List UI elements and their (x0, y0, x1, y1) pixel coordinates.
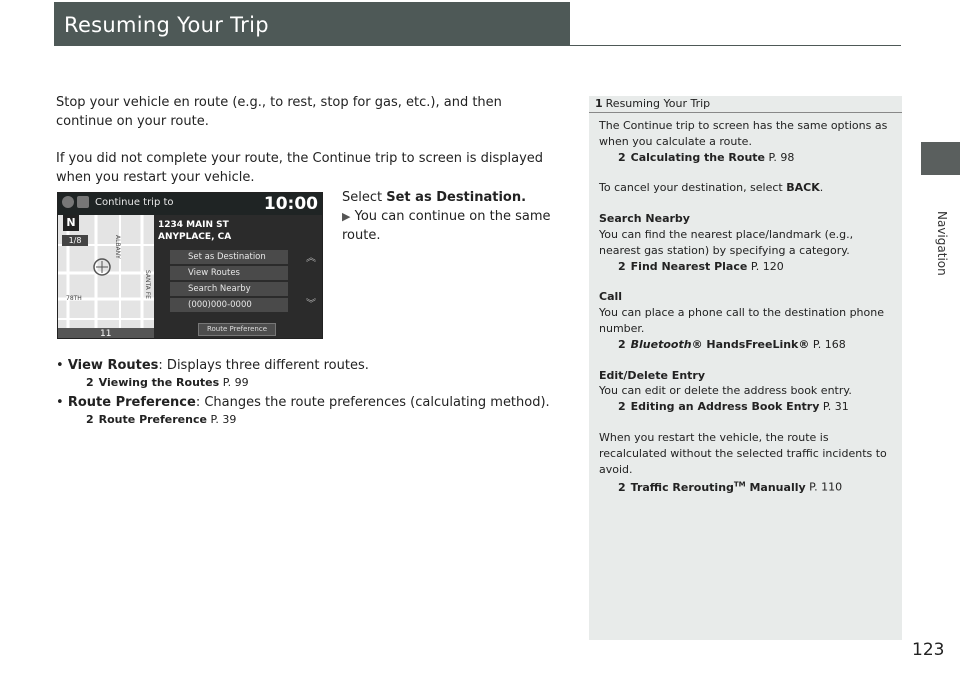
note-restart (599, 430, 894, 496)
map-area (58, 215, 154, 339)
note-intro-text: The Continue trip to screen has the same options as when you calculate a route. (599, 119, 888, 148)
reference-icon: 2 (618, 337, 626, 351)
reference-title: Editing an Address Book Entry (630, 400, 820, 414)
side-note-panel (589, 96, 902, 640)
note-restart-text: When you restart the vehicle, the route is recalculated without the selected traffic incidents to avoid. (599, 430, 887, 476)
section-tab (921, 142, 960, 175)
bullet-text: : Changes the route preferences (calculating method). (195, 395, 550, 410)
result-arrow-icon: ▶ (342, 210, 351, 223)
reference-page: P. 168 (812, 337, 846, 351)
trademark-mark: TM (733, 480, 746, 489)
continue-paragraph: If you did not complete your route, the Continue trip to screen is displayed when you restart your vehicle. (56, 151, 544, 185)
note-cancel-key: BACK (786, 181, 820, 195)
note-section-text: You can edit or delete the address book entry. (599, 384, 852, 398)
reference-page: P. 98 (768, 150, 795, 164)
note-cancel-text: To cancel your destination, select (599, 181, 787, 195)
reference-page: P. 110 (809, 481, 843, 494)
reference-title-suffix: Manually (745, 481, 806, 494)
reference-title: Traffic Rerouting (630, 481, 734, 494)
nav-clock: 10:00 (263, 194, 318, 214)
cross-reference[interactable] (599, 259, 894, 275)
note-title: Resuming Your Trip (605, 97, 711, 110)
street-label: ALBANY (114, 235, 121, 259)
nav-header-title: Continue trip to (95, 197, 174, 208)
reference-icon: 2 (86, 413, 94, 426)
instruction-result (342, 207, 552, 245)
reference-icon: 2 (86, 376, 94, 389)
intro-paragraph: Stop your vehicle en route (e.g., to rest, stop for gas, etc.), and then continue on your route. (56, 95, 502, 129)
cross-reference[interactable] (86, 412, 236, 428)
distance-readout: 11 (100, 329, 112, 339)
bullet-term: Route Preference (67, 395, 196, 410)
street-label: 78TH (66, 295, 82, 302)
scroll-up-icon[interactable]: ︽ (306, 253, 316, 264)
reference-page: P. 39 (210, 413, 237, 426)
note-section-text: You can find the nearest place/landmark (e.g., nearest gas station) by specifying a category. (599, 227, 854, 257)
note-section-edit-delete (599, 368, 894, 415)
reference-icon: 2 (618, 259, 626, 273)
cross-reference[interactable] (86, 375, 249, 391)
instruction-prefix: Select (342, 190, 387, 205)
note-icon: 1 (595, 97, 603, 110)
cross-reference[interactable] (599, 399, 894, 415)
route-preference-button[interactable]: Route Preference (198, 323, 276, 336)
address-line-1: 1234 MAIN ST (158, 220, 229, 230)
nav-header (58, 193, 323, 215)
map-north-icon: N (63, 215, 79, 231)
call-button[interactable] (170, 298, 288, 312)
instruction-step (342, 188, 552, 207)
destination-panel (154, 215, 323, 339)
options-icon[interactable] (77, 196, 89, 208)
reference-title: Calculating the Route (630, 150, 765, 164)
note-intro (599, 118, 894, 165)
title-bar (54, 2, 570, 46)
bullet-term: View Routes (67, 358, 159, 373)
menu-icon[interactable] (62, 196, 74, 208)
page-title: Resuming Your Trip (64, 13, 269, 37)
reference-title: Find Nearest Place (630, 259, 748, 273)
view-routes-button[interactable] (170, 266, 288, 280)
cross-reference[interactable] (599, 337, 894, 353)
search-nearby-button[interactable] (170, 282, 288, 296)
title-rule (54, 45, 901, 46)
instruction-action: Set as Destination. (386, 190, 527, 205)
bullet-text: : Displays three different routes. (158, 358, 369, 373)
option-label: Set as Destination (188, 252, 266, 262)
section-label: Navigation (935, 211, 949, 276)
reference-title: ® HandsFreeLink® (691, 337, 810, 351)
instruction-result-text: You can continue on the same route. (342, 209, 551, 243)
option-label: Search Nearby (188, 284, 251, 294)
reference-page: P. 31 (822, 400, 849, 414)
note-body (599, 118, 894, 511)
note-cancel (599, 180, 894, 196)
reference-title: Viewing the Routes (98, 376, 220, 389)
reference-page: P. 120 (750, 259, 784, 273)
reference-icon: 2 (618, 150, 626, 164)
bullet-view-routes: • View Routes: Displays three different routes. (56, 358, 369, 373)
destination-address (158, 219, 231, 243)
reference-page: P. 99 (222, 376, 249, 389)
option-label: (000)000-0000 (188, 300, 252, 310)
page-number: 123 (912, 640, 945, 660)
street-label: SANTA FE (144, 270, 151, 299)
nav-screenshot (57, 192, 323, 339)
map-streets (58, 215, 154, 339)
note-heading (589, 96, 902, 113)
reference-icon: 2 (618, 481, 626, 494)
reference-title: Route Preference (98, 413, 207, 426)
note-section-heading: Search Nearby (599, 212, 690, 226)
scroll-down-icon[interactable]: ︾ (306, 299, 316, 310)
note-section-heading: Call (599, 290, 623, 304)
note-section-search-nearby (599, 211, 894, 274)
bullet-route-preference: • Route Preference: Changes the route preferences (calculating method). (56, 395, 550, 410)
reference-title-italic: Bluetooth (630, 337, 692, 351)
cross-reference[interactable] (599, 477, 894, 495)
map-scale: 1/8 (62, 235, 88, 246)
option-label: View Routes (188, 268, 240, 278)
set-as-destination-button[interactable] (170, 250, 288, 264)
note-section-heading: Edit/Delete Entry (599, 368, 706, 382)
note-section-call (599, 289, 894, 352)
address-line-2: ANYPLACE, CA (158, 232, 232, 242)
note-cancel-suffix: . (819, 181, 824, 195)
note-section-text: You can place a phone call to the destination phone number. (599, 306, 885, 335)
cross-reference[interactable] (599, 150, 894, 166)
reference-icon: 2 (618, 400, 626, 414)
